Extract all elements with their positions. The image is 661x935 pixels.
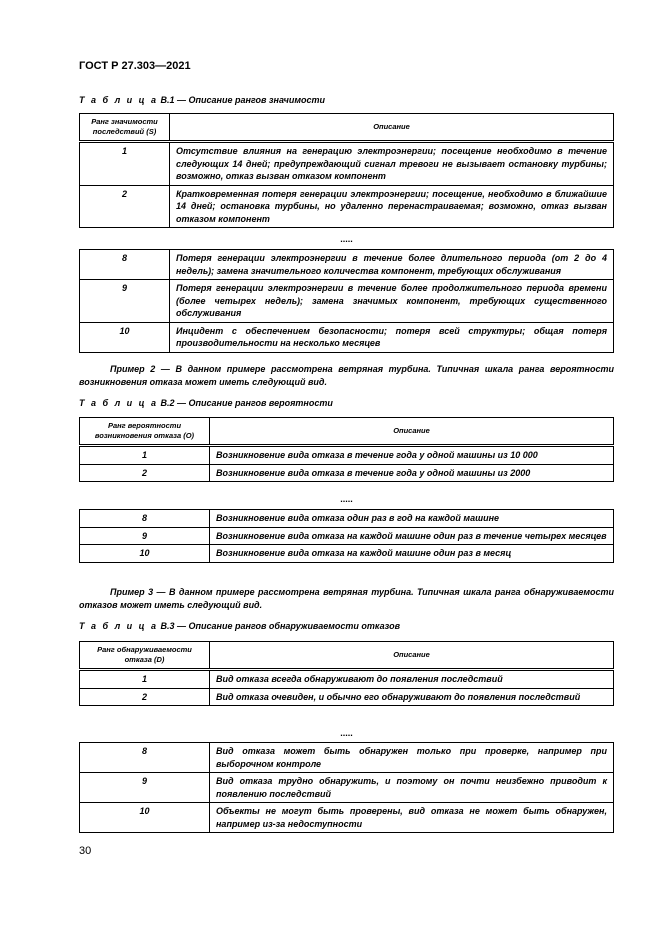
rank-cell: 2 [80,185,170,228]
rank-cell: 10 [80,322,170,352]
table3-ellipsis: ..... [340,728,353,738]
table1-top [79,113,614,228]
table2-col-desc: Описание [210,418,614,446]
table-row [80,250,614,280]
rank-cell: 2 [80,464,210,482]
table1-col-rank: Ранг значимости последствий (S) [80,114,170,142]
table-row [80,280,614,323]
table-row [80,773,614,803]
table-row [80,464,614,482]
table2-top [79,417,614,482]
description-cell: Вид отказа всегда обнаруживают до появления последствий [210,670,614,689]
table3-caption [79,621,400,631]
table1-caption [79,95,325,105]
table2-bottom [79,509,614,563]
description-cell: Возникновение вида отказа на каждой машине один раз в месяц [210,545,614,563]
description-cell: Отсутствие влияния на генерацию электроэнергии; посещение необходимо в течение следующих 14 дней; предупреждающий сигнал тревоги не вызывает остановку турбины; возможно, отказ вызван отказом компонент [170,142,614,186]
table1-bottom [79,249,614,353]
description-cell: Возникновение вида отказа в течение года у одной машины из 10 000 [210,446,614,465]
table1-caption-label: Т а б л и ц а [79,95,158,105]
table-row [80,688,614,706]
rank-cell: 10 [80,545,210,563]
table-header-row [80,642,614,670]
table1-ellipsis: ..... [340,234,353,244]
table-row [80,545,614,563]
table-row [80,743,614,773]
table3-top [79,641,614,706]
table3-col-desc: Описание [210,642,614,670]
table2-caption-text: В.2 — Описание рангов вероятности [160,398,333,408]
rank-cell: 9 [80,527,210,545]
description-cell: Вид отказа очевиден, и обычно его обнаруживают до появления последствий [210,688,614,706]
example-3-text: Пример 3 — В данном примере рассмотрена ветряная турбина. Типичная шкала ранга обнаруживаемости отказов может иметь следующий вид. [79,587,614,610]
table1-col-desc: Описание [170,114,614,142]
rank-cell: 8 [80,510,210,528]
table2-caption [79,398,333,408]
table2-col-rank: Ранг вероятности возникновения отказа (O) [80,418,210,446]
rank-cell: 9 [80,773,210,803]
table-row [80,322,614,352]
rank-cell: 8 [80,250,170,280]
rank-cell: 8 [80,743,210,773]
description-cell: Возникновение вида отказа на каждой машине один раз в течение четырех месяцев [210,527,614,545]
table3-caption-label: Т а б л и ц а [79,621,158,631]
rank-cell: 9 [80,280,170,323]
table3-col-rank: Ранг обнаруживаемости отказа (D) [80,642,210,670]
example-3-paragraph [79,586,614,611]
description-cell: Объекты не могут быть проверены, вид отказа не может быть обнаружен, например из-за недоступности [210,803,614,833]
table3-bottom [79,742,614,833]
table-header-row [80,114,614,142]
description-cell: Возникновение вида отказа один раз в год на каждой машине [210,510,614,528]
rank-cell: 10 [80,803,210,833]
table-row [80,527,614,545]
description-cell: Кратковременная потеря генерации электроэнергии; посещение, необходимо в ближайшие 14 дней; остановка турбины, но удаленно перенастраиваемая; возможно, отказ вызван отказом компонент [170,185,614,228]
document-header: ГОСТ Р 27.303—2021 [79,60,191,72]
table-row [80,185,614,228]
description-cell: Инцидент с обеспечением безопасности; потеря всей структуры; общая потеря производительности на несколько месяцев [170,322,614,352]
table-row [80,510,614,528]
description-cell: Возникновение вида отказа в течение года у одной машины из 2000 [210,464,614,482]
table-row [80,446,614,465]
table2-caption-label: Т а б л и ц а [79,398,158,408]
table-row [80,670,614,689]
description-cell: Вид отказа может быть обнаружен только при проверке, например при выборочном контроле [210,743,614,773]
example-2-text: Пример 2 — В данном примере рассмотрена ветряная турбина. Типичная шкала ранга вероятности возникновения отказа может иметь следующий вид. [79,364,614,387]
table2-ellipsis: ..... [340,494,353,504]
page-number: 30 [79,845,92,857]
description-cell: Вид отказа трудно обнаружить, и поэтому он почти неизбежно приводит к появлению последствий [210,773,614,803]
rank-cell: 1 [80,670,210,689]
description-cell: Потеря генерации электроэнергии в течение более продолжительного периода времени (более четырех недель); замена значимых компонент, требующих существенного обслуживания [170,280,614,323]
description-cell: Потеря генерации электроэнергии в течение более длительного периода (от 2 до 4 недель); замена значительного количества компонент, требующих обслуживания [170,250,614,280]
table3-caption-text: В.3 — Описание рангов обнаруживаемости отказов [160,621,401,631]
table-row [80,803,614,833]
rank-cell: 1 [80,446,210,465]
rank-cell: 2 [80,688,210,706]
table1-caption-text: В.1 — Описание рангов значимости [160,95,326,105]
table-header-row [80,418,614,446]
example-2-paragraph [79,363,614,388]
table-row [80,142,614,186]
rank-cell: 1 [80,142,170,186]
